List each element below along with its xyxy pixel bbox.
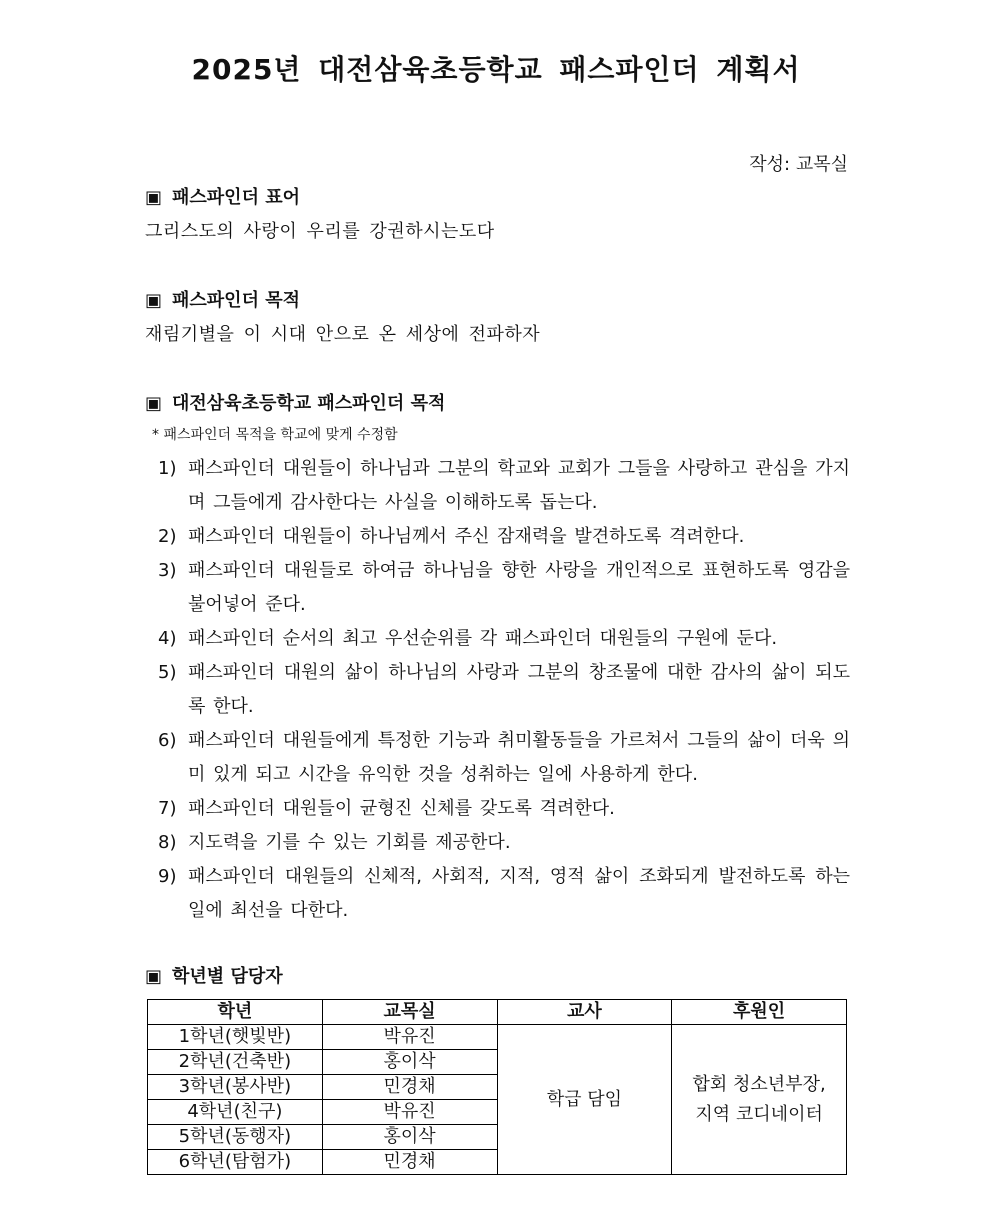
motto-heading-label: 패스파인더 표어 xyxy=(172,187,300,208)
table-row xyxy=(148,1025,847,1050)
section-marker-icon: ▣ xyxy=(145,393,163,414)
goal-number: 8) xyxy=(158,832,177,853)
goal-number: 4) xyxy=(158,628,177,649)
goal-text: 패스파인더 대원들로 하여금 하나님을 향한 사랑을 개인적으로 표현하도록 영감을 불어넣어 준다. xyxy=(188,560,850,615)
school-purpose-note: * 패스파인더 목적을 학교에 맞게 수정함 xyxy=(152,427,398,443)
motto-heading xyxy=(145,183,300,209)
staff-table xyxy=(147,999,847,1175)
grade-cell: 1학년(햇빛반) xyxy=(148,1025,323,1050)
goal-text: 패스파인더 대원들이 균형진 신체를 갖도록 격려한다. xyxy=(188,798,615,819)
chaplain-cell: 홍이삭 xyxy=(322,1125,497,1150)
grade-cell: 3학년(봉사반) xyxy=(148,1075,323,1100)
chaplain-cell: 민경채 xyxy=(322,1075,497,1100)
column-header-grade: 학년 xyxy=(148,1000,323,1025)
goal-number: 1) xyxy=(158,458,177,479)
goal-number: 2) xyxy=(158,526,177,547)
column-header-sponsor: 후원인 xyxy=(672,1000,847,1025)
motto-text: 그리스도의 사랑이 우리를 강권하시는도다 xyxy=(145,221,495,242)
goal-item xyxy=(158,860,850,928)
goal-text: 패스파인더 순서의 최고 우선순위를 각 패스파인더 대원들의 구원에 둔다. xyxy=(188,628,778,649)
goal-item xyxy=(158,622,850,656)
goal-text: 패스파인더 대원들에게 특정한 기능과 취미활동들을 가르쳐서 그들의 삶이 더욱 의미 있게 되고 시간을 유익한 것을 성취하는 일에 사용하게 한다. xyxy=(188,730,850,785)
goal-item xyxy=(158,724,850,792)
author-line: 작성: 교목실 xyxy=(749,154,848,175)
section-marker-icon: ▣ xyxy=(145,187,163,208)
goal-text: 패스파인더 대원의 삶이 하나님의 사랑과 그분의 창조물에 대한 감사의 삶이 되도록 한다. xyxy=(188,662,850,717)
table-header-row xyxy=(148,1000,847,1025)
sponsor-cell xyxy=(672,1025,847,1175)
goal-number: 5) xyxy=(158,662,177,683)
purpose-text: 재림기별을 이 시대 안으로 온 세상에 전파하자 xyxy=(145,324,541,345)
grade-cell: 2학년(건축반) xyxy=(148,1050,323,1075)
sponsor-line: 지역 코디네이터 xyxy=(695,1103,823,1125)
document-title: 2025년 대전삼육초등학교 패스파인더 계획서 xyxy=(191,53,801,86)
staff-heading-label: 학년별 담당자 xyxy=(172,966,283,987)
goal-item xyxy=(158,826,850,860)
column-header-teacher: 교사 xyxy=(497,1000,672,1025)
grade-cell: 4학년(친구) xyxy=(148,1100,323,1125)
goal-item xyxy=(158,520,850,554)
goal-text: 패스파인더 대원들의 신체적, 사회적, 지적, 영적 삶이 조화되게 발전하도록 하는 일에 최선을 다한다. xyxy=(188,866,850,921)
goal-number: 6) xyxy=(158,730,177,751)
goal-list xyxy=(158,452,850,928)
section-marker-icon: ▣ xyxy=(145,290,163,311)
school-purpose-heading-label: 대전삼육초등학교 패스파인더 목적 xyxy=(172,393,446,414)
chaplain-cell: 박유진 xyxy=(322,1025,497,1050)
teacher-cell: 학급 담임 xyxy=(497,1025,672,1175)
goal-item xyxy=(158,554,850,622)
purpose-heading-label: 패스파인더 목적 xyxy=(172,290,300,311)
column-header-chaplain: 교목실 xyxy=(322,1000,497,1025)
goal-text: 지도력을 기를 수 있는 기회를 제공한다. xyxy=(188,832,511,853)
chaplain-cell: 박유진 xyxy=(322,1100,497,1125)
sponsor-line: 합회 청소년부장, xyxy=(692,1073,826,1095)
goal-text: 패스파인더 대원들이 하나님과 그분의 학교와 교회가 그들을 사랑하고 관심을 가지며 그들에게 감사한다는 사실을 이해하도록 돕는다. xyxy=(188,458,850,513)
goal-item xyxy=(158,656,850,724)
section-marker-icon: ▣ xyxy=(145,966,163,987)
goal-number: 3) xyxy=(158,560,177,581)
goal-number: 9) xyxy=(158,866,177,887)
goal-item xyxy=(158,792,850,826)
staff-heading xyxy=(145,962,283,988)
purpose-heading xyxy=(145,286,300,312)
goal-text: 패스파인더 대원들이 하나님께서 주신 잠재력을 발견하도록 격려한다. xyxy=(188,526,745,547)
goal-number: 7) xyxy=(158,798,177,819)
goal-item xyxy=(158,452,850,520)
chaplain-cell: 홍이삭 xyxy=(322,1050,497,1075)
grade-cell: 5학년(동행자) xyxy=(148,1125,323,1150)
chaplain-cell: 민경채 xyxy=(322,1150,497,1175)
grade-cell: 6학년(탐험가) xyxy=(148,1150,323,1175)
school-purpose-heading xyxy=(145,389,445,415)
